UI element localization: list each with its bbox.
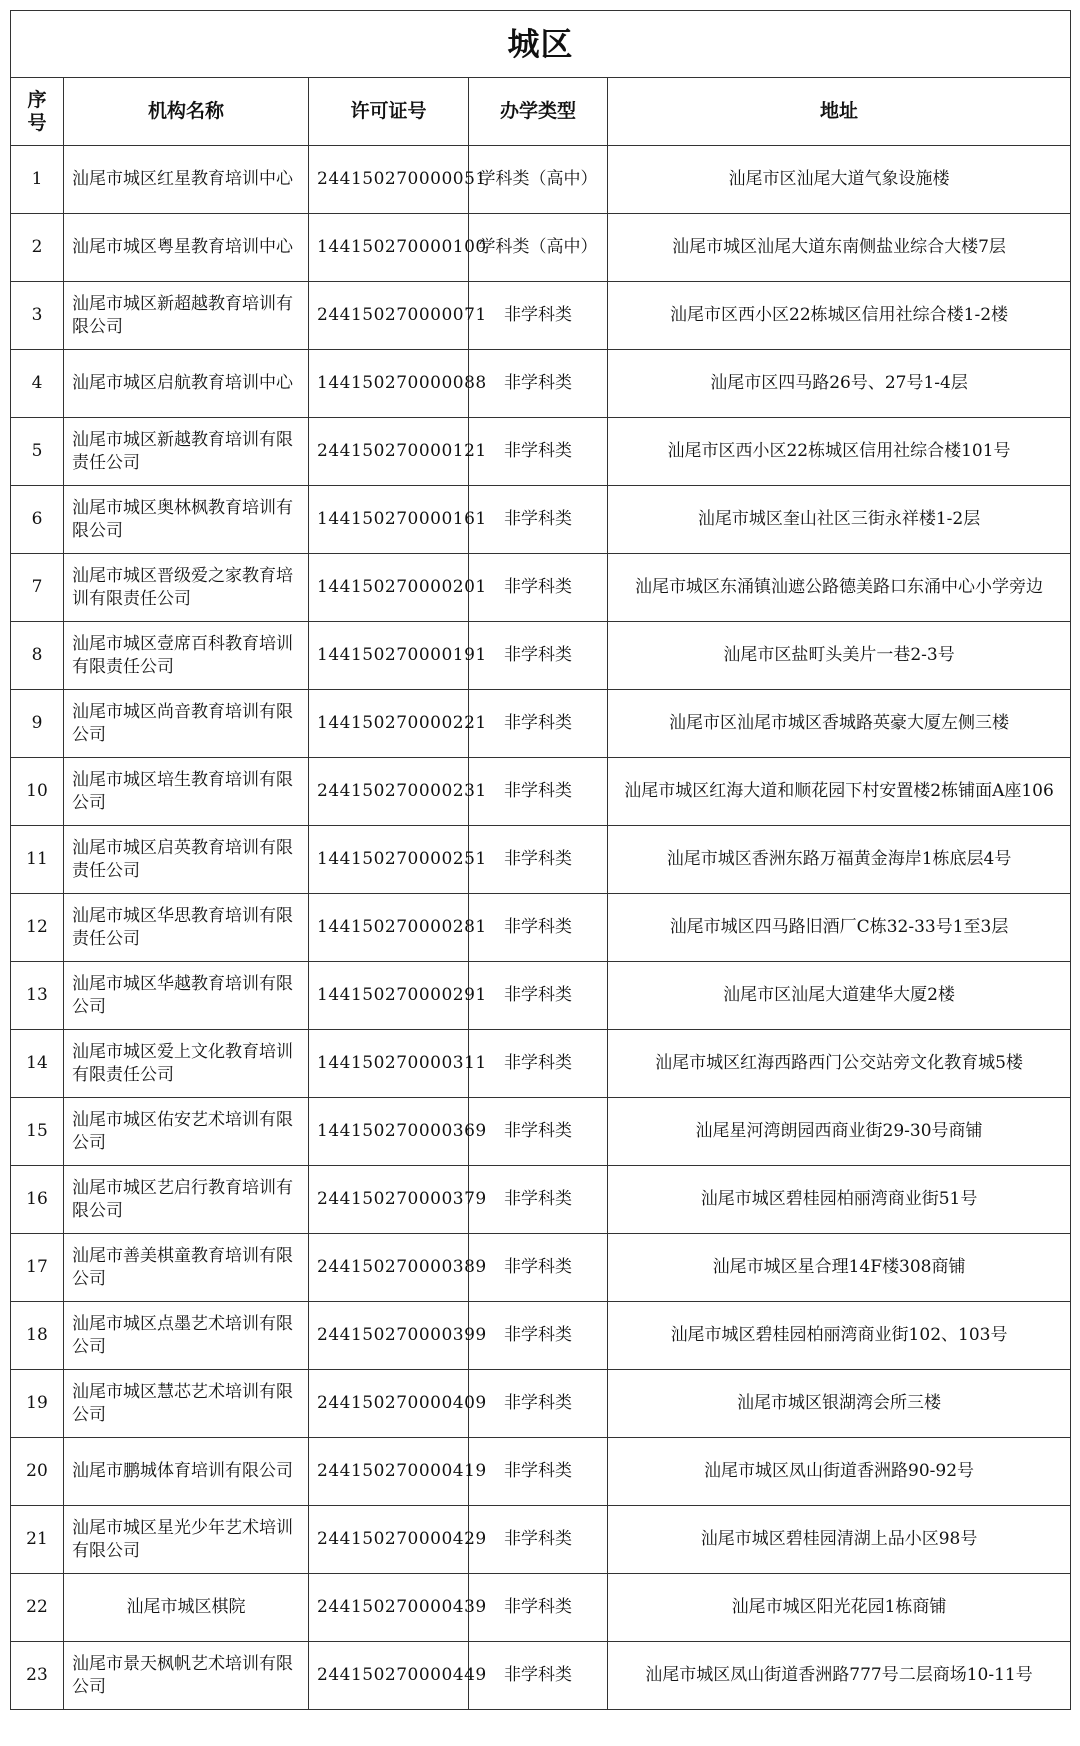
table-row — [11, 1574, 1071, 1642]
school-type-cell: 非学科类 — [469, 486, 608, 554]
row-index-cell: 23 — [11, 1642, 64, 1710]
address-cell: 汕尾市城区碧桂园柏丽湾商业街51号 — [608, 1166, 1071, 1234]
school-type-cell: 非学科类 — [469, 1234, 608, 1302]
institution-name-cell: 汕尾市城区启英教育培训有限责任公司 — [64, 826, 309, 894]
table-row — [11, 418, 1071, 486]
header-address: 地址 — [608, 78, 1071, 146]
table-row — [11, 1302, 1071, 1370]
school-type-cell: 学科类（高中） — [469, 146, 608, 214]
address-cell: 汕尾市区四马路26号、27号1-4层 — [608, 350, 1071, 418]
address-cell: 汕尾市区西小区22栋城区信用社综合楼1-2楼 — [608, 282, 1071, 350]
table-row — [11, 350, 1071, 418]
school-type-cell: 学科类（高中） — [469, 214, 608, 282]
school-type-cell: 非学科类 — [469, 826, 608, 894]
institution-name-cell: 汕尾市城区尚音教育培训有限公司 — [64, 690, 309, 758]
institution-name-cell: 汕尾市城区培生教育培训有限公司 — [64, 758, 309, 826]
address-cell: 汕尾市城区阳光花园1栋商铺 — [608, 1574, 1071, 1642]
address-cell: 汕尾市区盐町头美片一巷2-3号 — [608, 622, 1071, 690]
license-number-cell: 144150270000161 — [309, 486, 469, 554]
institution-table — [10, 10, 1071, 1710]
address-cell: 汕尾市城区香洲东路万福黄金海岸1栋底层4号 — [608, 826, 1071, 894]
school-type-cell: 非学科类 — [469, 1302, 608, 1370]
license-number-cell: 244150270000121 — [309, 418, 469, 486]
license-number-cell: 144150270000251 — [309, 826, 469, 894]
institution-name-cell: 汕尾市城区晋级爱之家教育培训有限责任公司 — [64, 554, 309, 622]
institution-name-cell: 汕尾市城区星光少年艺术培训有限公司 — [64, 1506, 309, 1574]
address-cell: 汕尾市城区凤山街道香洲路777号二层商场10-11号 — [608, 1642, 1071, 1710]
school-type-cell: 非学科类 — [469, 1030, 608, 1098]
table-row — [11, 146, 1071, 214]
table-title: 城区 — [11, 11, 1071, 78]
address-cell: 汕尾市城区红海西路西门公交站旁文化教育城5楼 — [608, 1030, 1071, 1098]
row-index-cell: 22 — [11, 1574, 64, 1642]
school-type-cell: 非学科类 — [469, 758, 608, 826]
institution-name-cell: 汕尾市城区新越教育培训有限责任公司 — [64, 418, 309, 486]
table-body — [11, 146, 1071, 1710]
license-number-cell: 144150270000281 — [309, 894, 469, 962]
row-index-cell: 7 — [11, 554, 64, 622]
row-index-cell: 15 — [11, 1098, 64, 1166]
institution-name-cell: 汕尾市城区启航教育培训中心 — [64, 350, 309, 418]
license-number-cell: 244150270000379 — [309, 1166, 469, 1234]
row-index-cell: 1 — [11, 146, 64, 214]
table-row — [11, 894, 1071, 962]
table-row — [11, 758, 1071, 826]
institution-name-cell: 汕尾市善美棋童教育培训有限公司 — [64, 1234, 309, 1302]
address-cell: 汕尾市区西小区22栋城区信用社综合楼101号 — [608, 418, 1071, 486]
license-number-cell: 244150270000419 — [309, 1438, 469, 1506]
institution-name-cell: 汕尾市城区壹席百科教育培训有限责任公司 — [64, 622, 309, 690]
school-type-cell: 非学科类 — [469, 350, 608, 418]
address-cell: 汕尾市城区红海大道和顺花园下村安置楼2栋铺面A座106 — [608, 758, 1071, 826]
row-index-cell: 13 — [11, 962, 64, 1030]
table-row — [11, 1438, 1071, 1506]
address-cell: 汕尾市区汕尾大道气象设施楼 — [608, 146, 1071, 214]
address-cell: 汕尾市城区汕尾大道东南侧盐业综合大楼7层 — [608, 214, 1071, 282]
header-type: 办学类型 — [469, 78, 608, 146]
school-type-cell: 非学科类 — [469, 1438, 608, 1506]
school-type-cell: 非学科类 — [469, 1642, 608, 1710]
row-index-cell: 20 — [11, 1438, 64, 1506]
license-number-cell: 244150270000409 — [309, 1370, 469, 1438]
table-row — [11, 1370, 1071, 1438]
license-number-cell: 244150270000429 — [309, 1506, 469, 1574]
license-number-cell: 244150270000071 — [309, 282, 469, 350]
table-row — [11, 1166, 1071, 1234]
table-row — [11, 486, 1071, 554]
institution-name-cell: 汕尾市城区红星教育培训中心 — [64, 146, 309, 214]
license-number-cell: 144150270000221 — [309, 690, 469, 758]
row-index-cell: 3 — [11, 282, 64, 350]
header-license: 许可证号 — [309, 78, 469, 146]
license-number-cell: 244150270000051 — [309, 146, 469, 214]
table-row — [11, 1506, 1071, 1574]
table-row — [11, 690, 1071, 758]
address-cell: 汕尾市城区星合理14F楼308商铺 — [608, 1234, 1071, 1302]
row-index-cell: 11 — [11, 826, 64, 894]
license-number-cell: 144150270000291 — [309, 962, 469, 1030]
table-row — [11, 1030, 1071, 1098]
table-row — [11, 214, 1071, 282]
institution-name-cell: 汕尾市城区艺启行教育培训有限公司 — [64, 1166, 309, 1234]
school-type-cell: 非学科类 — [469, 1098, 608, 1166]
license-number-cell: 244150270000399 — [309, 1302, 469, 1370]
table-row — [11, 554, 1071, 622]
address-cell: 汕尾市城区凤山街道香洲路90-92号 — [608, 1438, 1071, 1506]
row-index-cell: 2 — [11, 214, 64, 282]
school-type-cell: 非学科类 — [469, 1574, 608, 1642]
license-number-cell: 144150270000201 — [309, 554, 469, 622]
header-name: 机构名称 — [64, 78, 309, 146]
institution-name-cell: 汕尾市景天枫帆艺术培训有限公司 — [64, 1642, 309, 1710]
header-index: 序号 — [11, 78, 64, 146]
row-index-cell: 18 — [11, 1302, 64, 1370]
school-type-cell: 非学科类 — [469, 1370, 608, 1438]
institution-name-cell: 汕尾市城区奥林枫教育培训有限公司 — [64, 486, 309, 554]
address-cell: 汕尾市城区银湖湾会所三楼 — [608, 1370, 1071, 1438]
license-number-cell: 244150270000439 — [309, 1574, 469, 1642]
institution-name-cell: 汕尾市鹏城体育培训有限公司 — [64, 1438, 309, 1506]
institution-name-cell: 汕尾市城区慧芯艺术培训有限公司 — [64, 1370, 309, 1438]
school-type-cell: 非学科类 — [469, 622, 608, 690]
row-index-cell: 6 — [11, 486, 64, 554]
row-index-cell: 5 — [11, 418, 64, 486]
address-cell: 汕尾市城区奎山社区三街永祥楼1-2层 — [608, 486, 1071, 554]
row-index-cell: 10 — [11, 758, 64, 826]
row-index-cell: 12 — [11, 894, 64, 962]
address-cell: 汕尾星河湾朗园西商业街29-30号商铺 — [608, 1098, 1071, 1166]
row-index-cell: 4 — [11, 350, 64, 418]
row-index-cell: 21 — [11, 1506, 64, 1574]
license-number-cell: 244150270000231 — [309, 758, 469, 826]
institution-name-cell: 汕尾市城区华越教育培训有限公司 — [64, 962, 309, 1030]
institution-name-cell: 汕尾市城区棋院 — [64, 1574, 309, 1642]
license-number-cell: 244150270000389 — [309, 1234, 469, 1302]
address-cell: 汕尾市城区碧桂园柏丽湾商业街102、103号 — [608, 1302, 1071, 1370]
address-cell: 汕尾市城区碧桂园清湖上品小区98号 — [608, 1506, 1071, 1574]
institution-name-cell: 汕尾市城区爱上文化教育培训有限责任公司 — [64, 1030, 309, 1098]
table-row — [11, 1098, 1071, 1166]
license-number-cell: 144150270000311 — [309, 1030, 469, 1098]
table-row — [11, 1642, 1071, 1710]
table-row — [11, 282, 1071, 350]
row-index-cell: 17 — [11, 1234, 64, 1302]
license-number-cell: 244150270000449 — [309, 1642, 469, 1710]
institution-name-cell: 汕尾市城区华思教育培训有限责任公司 — [64, 894, 309, 962]
school-type-cell: 非学科类 — [469, 554, 608, 622]
school-type-cell: 非学科类 — [469, 962, 608, 1030]
row-index-cell: 19 — [11, 1370, 64, 1438]
license-number-cell: 144150270000191 — [309, 622, 469, 690]
table-row — [11, 826, 1071, 894]
license-number-cell: 144150270000088 — [309, 350, 469, 418]
title-row — [11, 11, 1071, 78]
row-index-cell: 16 — [11, 1166, 64, 1234]
school-type-cell: 非学科类 — [469, 894, 608, 962]
school-type-cell: 非学科类 — [469, 1166, 608, 1234]
institution-name-cell: 汕尾市城区佑安艺术培训有限公司 — [64, 1098, 309, 1166]
table-row — [11, 962, 1071, 1030]
institution-name-cell: 汕尾市城区粤星教育培训中心 — [64, 214, 309, 282]
institution-name-cell: 汕尾市城区新超越教育培训有限公司 — [64, 282, 309, 350]
address-cell: 汕尾市城区四马路旧酒厂C栋32-33号1至3层 — [608, 894, 1071, 962]
row-index-cell: 14 — [11, 1030, 64, 1098]
school-type-cell: 非学科类 — [469, 1506, 608, 1574]
header-row — [11, 78, 1071, 146]
institution-name-cell: 汕尾市城区点墨艺术培训有限公司 — [64, 1302, 309, 1370]
table-row — [11, 1234, 1071, 1302]
license-number-cell: 144150270000369 — [309, 1098, 469, 1166]
row-index-cell: 9 — [11, 690, 64, 758]
license-number-cell: 144150270000100 — [309, 214, 469, 282]
school-type-cell: 非学科类 — [469, 282, 608, 350]
row-index-cell: 8 — [11, 622, 64, 690]
address-cell: 汕尾市城区东涌镇汕遮公路德美路口东涌中心小学旁边 — [608, 554, 1071, 622]
document-sheet — [10, 10, 1070, 1710]
table-row — [11, 622, 1071, 690]
address-cell: 汕尾市区汕尾大道建华大厦2楼 — [608, 962, 1071, 1030]
school-type-cell: 非学科类 — [469, 690, 608, 758]
address-cell: 汕尾市区汕尾市城区香城路英豪大厦左侧三楼 — [608, 690, 1071, 758]
school-type-cell: 非学科类 — [469, 418, 608, 486]
